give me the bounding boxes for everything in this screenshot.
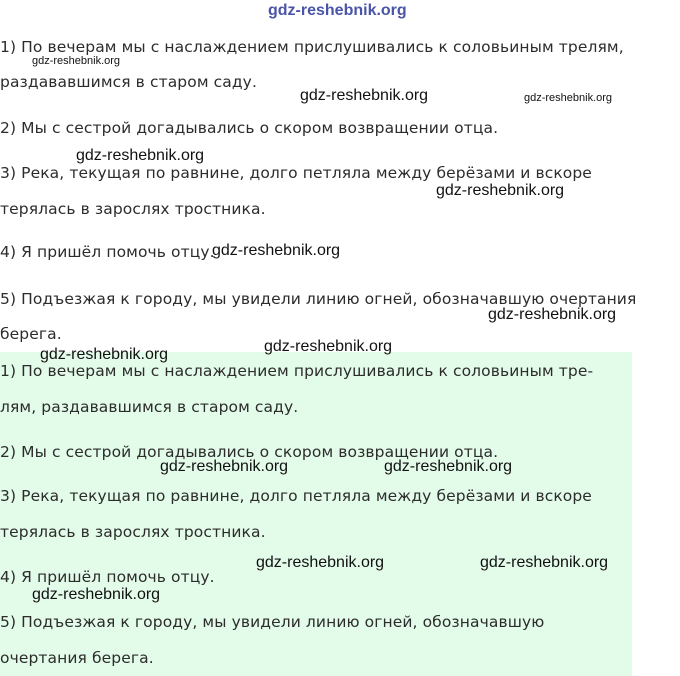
watermark: gdz-reshebnik.org xyxy=(384,458,513,475)
answer-sentence-2: 2) Мы с сестрой догадывались о скором возвращении отца. xyxy=(0,443,499,461)
watermark: gdz-reshebnik.org xyxy=(264,338,393,355)
answer-sentence-4: 4) Я пришёл помочь отцу. xyxy=(0,568,215,586)
answer-sentence-1-line-1: 1) По вечерам мы с наслаждением прислушивались к соловьиным тре- xyxy=(0,362,594,380)
watermark: gdz-reshebnik.org xyxy=(436,182,565,199)
task-sentence-2: 2) Мы с сестрой догадывались о скором возвращении отца. xyxy=(0,119,499,137)
watermark: gdz-reshebnik.org xyxy=(256,554,385,571)
watermark: gdz-reshebnik.org xyxy=(480,554,609,571)
answer-sentence-5-line-2: очертания берега. xyxy=(0,649,154,667)
watermark: gdz-reshebnik.org xyxy=(268,2,407,19)
answer-sentence-5-line-1: 5) Подъезжая к городу, мы увидели линию огней, обозначавшую xyxy=(0,613,545,631)
answer-sentence-3-line-2: терялась в зарослях тростника. xyxy=(0,523,266,541)
watermark: gdz-reshebnik.org xyxy=(32,586,161,603)
watermark: gdz-reshebnik.org xyxy=(488,306,617,323)
watermark: gdz-reshebnik.org xyxy=(300,87,429,104)
watermark: gdz-reshebnik.org xyxy=(160,458,289,475)
task-sentence-3-line-2: терялась в зарослях тростника. xyxy=(0,200,266,218)
watermark: gdz-reshebnik.org xyxy=(40,346,169,363)
answer-sentence-3-line-1: 3) Река, текущая по равнине, долго петляла между берёзами и вскоре xyxy=(0,487,592,505)
task-sentence-3-line-1: 3) Река, текущая по равнине, долго петляла между берёзами и вскоре xyxy=(0,164,592,182)
task-sentence-1-line-1: 1) По вечерам мы с наслаждением прислушивались к соловьиным трелям, xyxy=(0,38,624,56)
watermark: gdz-reshebnik.org xyxy=(32,55,121,67)
task-sentence-5-line-2: берега. xyxy=(0,325,62,343)
task-sentence-4: 4) Я пришёл помочь отцу. xyxy=(0,243,215,261)
task-sentence-5-line-1: 5) Подъезжая к городу, мы увидели линию огней, обозначавшую очертания xyxy=(0,290,637,308)
watermark: gdz-reshebnik.org xyxy=(76,147,205,164)
task-sentence-1-line-2: раздававшимся в старом саду. xyxy=(0,73,257,91)
watermark: gdz-reshebnik.org xyxy=(524,92,613,104)
watermark: gdz-reshebnik.org xyxy=(212,242,341,259)
answer-sentence-1-line-2: лям, раздававшимся в старом саду. xyxy=(0,398,299,416)
